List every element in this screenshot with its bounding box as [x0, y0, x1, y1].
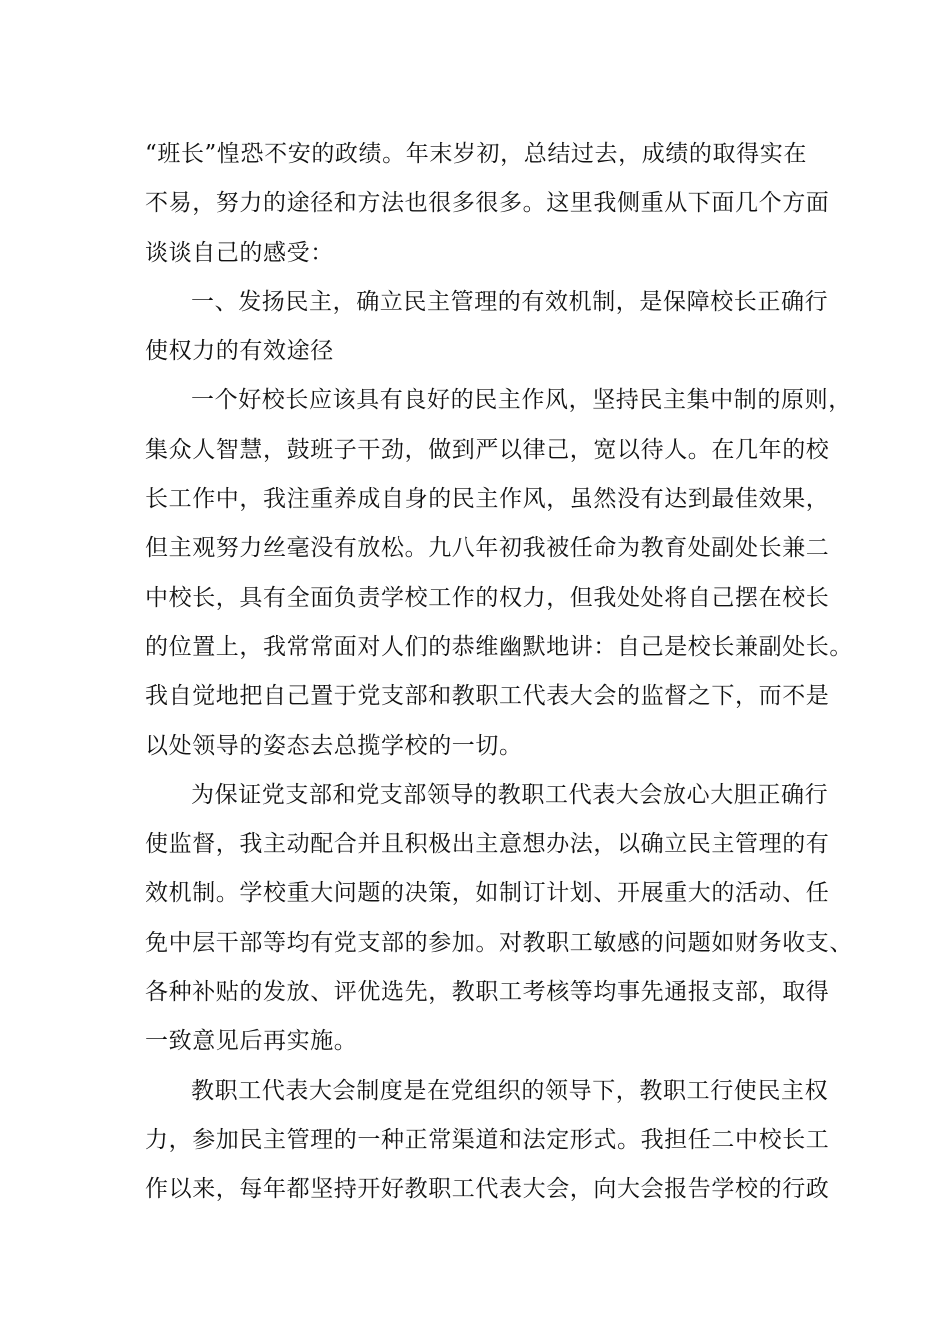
text-line: 为保证党支部和党支部领导的教职工代表大会放心大胆正确行: [191, 781, 829, 808]
text-line: 一、发扬民主，确立民主管理的有效机制，是保障校长正确行: [191, 288, 829, 315]
text-line: 作以来，每年都坚持开好教职工代表大会，向大会报告学校的行政: [145, 1176, 830, 1203]
text-line: 一个好校长应该具有良好的民主作风，坚持民主集中制的原则，: [191, 387, 852, 414]
text-line: 不易，努力的途径和方法也很多很多。这里我侧重从下面几个方面: [145, 190, 830, 217]
text-line: 力，参加民主管理的一种正常渠道和法定形式。我担任二中校长工: [145, 1126, 830, 1153]
text-line: 效机制。学校重大问题的决策，如制订计划、开展重大的活动、任: [145, 880, 830, 907]
text-line: 使权力的有效途径: [145, 338, 334, 365]
text-line: 使监督，我主动配合并且积极出主意想办法，以确立民主管理的有: [145, 831, 830, 858]
document-body: [145, 130, 853, 1215]
text-line: 免中层干部等均有党支部的参加。对教职工敏感的问题如财务收支、: [145, 929, 853, 956]
text-line: 集众人智慧，鼓班子干劲，做到严以律己，宽以待人。在几年的校: [145, 436, 830, 463]
text-line: 的位置上，我常常面对人们的恭维幽默地讲：自己是校长兼副处长。: [145, 633, 853, 660]
text-line: 各种补贴的发放、评优选先，教职工考核等均事先通报支部，取得: [145, 979, 830, 1006]
text-line: 谈谈自己的感受：: [145, 239, 334, 266]
text-line: 一致意见后再实施。: [145, 1028, 358, 1055]
text-line: 中校长，具有全面负责学校工作的权力，但我处处将自己摆在校长: [145, 584, 830, 611]
text-line: 我自觉地把自己置于党支部和教职工代表大会的监督之下，而不是: [145, 683, 830, 710]
text-line: 但主观努力丝毫没有放松。九八年初我被任命为教育处副处长兼二: [145, 535, 830, 562]
text-line: “班长”惶恐不安的政绩。年末岁初，总结过去，成绩的取得实在: [145, 141, 807, 167]
text-line: 长工作中，我注重养成自身的民主作风，虽然没有达到最佳效果，: [145, 486, 830, 513]
text-line: 教职工代表大会制度是在党组织的领导下，教职工行使民主权: [191, 1077, 829, 1104]
text-line: 以处领导的姿态去总揽学校的一切。: [145, 732, 523, 759]
